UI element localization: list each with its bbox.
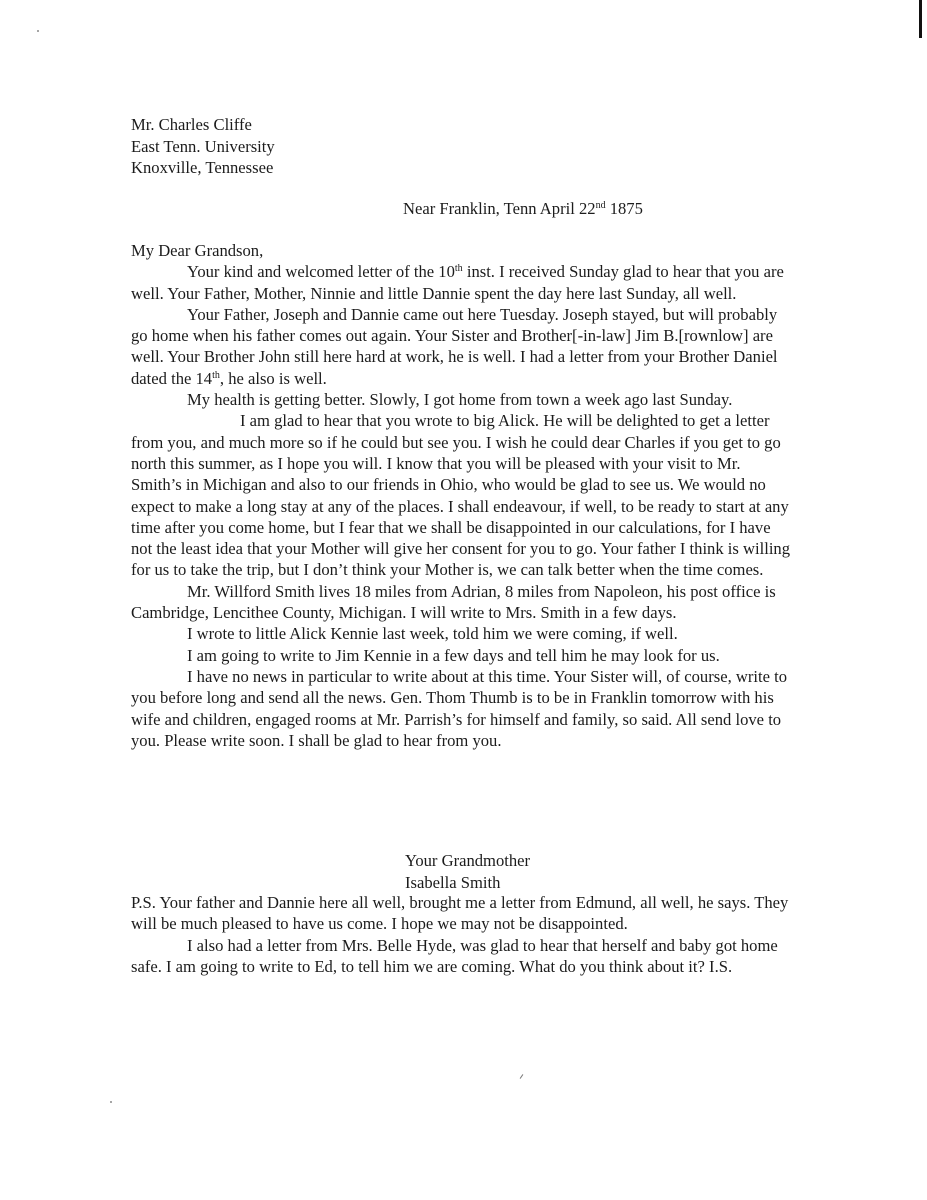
paragraph-3: My health is getting better. Slowly, I got home from town a week ago last Sunday. — [187, 390, 733, 410]
dateline-day-suffix: nd — [595, 200, 606, 211]
paragraph-4: I am glad to hear that you wrote to big Alick. He will be delighted to get a letter from you, and much more so if he could but see you. I wish he could dear Charles if you get to go north this summer, as I hope you will. I know that you will be pleased with your visit to Mr. Smith’s in Michigan and also to our friends in Ohio, who would be glad to see us. We would no expect to make a long stay at any of the places. I shall endeavour, if well, to be ready to start at any time after you come home, but I fear that we shall be disappointed in our calculations, for I have not the least idea that your Mother will give her consent for you to go. Your father I think is willing for us to take the trip, but I don’t think your Mother is, we can talk better when the time comes. — [131, 411, 791, 580]
recipient-address — [131, 114, 275, 179]
scan-edge-mark — [919, 0, 922, 38]
paragraph-8: I have no news in particular to write about at this time. Your Sister will, of course, write to you before long and send all the news. Gen. Thom Thumb is to be in Franklin tomorrow with his wife and children, engaged rooms at Mr. Parrish’s for himself and family, so said. All send love to you. Please write soon. I shall be glad to hear from you. — [131, 666, 788, 750]
dateline — [403, 198, 643, 219]
recipient-city: Knoxville, Tennessee — [131, 158, 274, 177]
dateline-place: Near Franklin, Tenn April 22 — [403, 199, 596, 218]
paragraph-1-text-b: inst. I received Sunday glad to hear that you are well. Your Father, Mother, Ninnie and little Dannie spent the day here last Sunday, all well. — [131, 262, 784, 303]
paragraph-6: I wrote to little Alick Kennie last week, told him we were coming, if well. — [187, 624, 678, 644]
signature-name: Isabella Smith — [405, 872, 501, 892]
dateline-year: 1875 — [605, 199, 643, 218]
postscript-paragraph-1: P.S. Your father and Dannie here all well, brought me a letter from Edmund, all well, he says. They will be much pleased to have us come. I hope we may not be disappointed. — [131, 893, 789, 934]
scan-speck — [37, 30, 39, 32]
postscript — [131, 892, 794, 977]
signature-block — [405, 850, 530, 893]
paragraph-2-superscript: th — [212, 369, 220, 381]
paragraph-1 — [131, 261, 794, 304]
recipient-institution: East Tenn. University — [131, 136, 275, 156]
pen-mark — [520, 1074, 524, 1079]
paragraph-2-text-b: , he also is well. — [219, 368, 327, 388]
paragraph-2-text-a: Your Father, Joseph and Dannie came out here Tuesday. Joseph stayed, but will probably go home when his father comes out again. Your Sister and Brother[-in-law] Jim B.[rownlow] are well. Your Brother John still here hard at work, he is well. I had a letter from your Brother Daniel dated the 14 — [131, 304, 778, 388]
salutation: My Dear Grandson, — [131, 241, 264, 260]
paragraph-7: I am going to write to Jim Kennie in a few days and tell him he may look for us. — [187, 645, 720, 665]
postscript-paragraph-2: I also had a letter from Mrs. Belle Hyde, was glad to hear that herself and baby got home safe. I am going to write to Ed, to tell him we are coming. What do you think about it? I.S. — [131, 935, 778, 976]
paragraph-5: Mr. Willford Smith lives 18 miles from Adrian, 8 miles from Napoleon, his post office is Cambridge, Lencithee County, Michigan. I will write to Mrs. Smith in a few days. — [131, 581, 776, 623]
paragraph-2 — [131, 304, 794, 389]
signature-closing: Your Grandmother — [405, 851, 531, 870]
scan-speck — [110, 1101, 112, 1103]
paragraph-1-text-a: Your kind and welcomed letter of the 10 — [187, 262, 455, 282]
paragraph-1-superscript: th — [454, 263, 463, 275]
recipient-name: Mr. Charles Cliffe — [131, 115, 252, 134]
letter-body — [131, 240, 794, 751]
